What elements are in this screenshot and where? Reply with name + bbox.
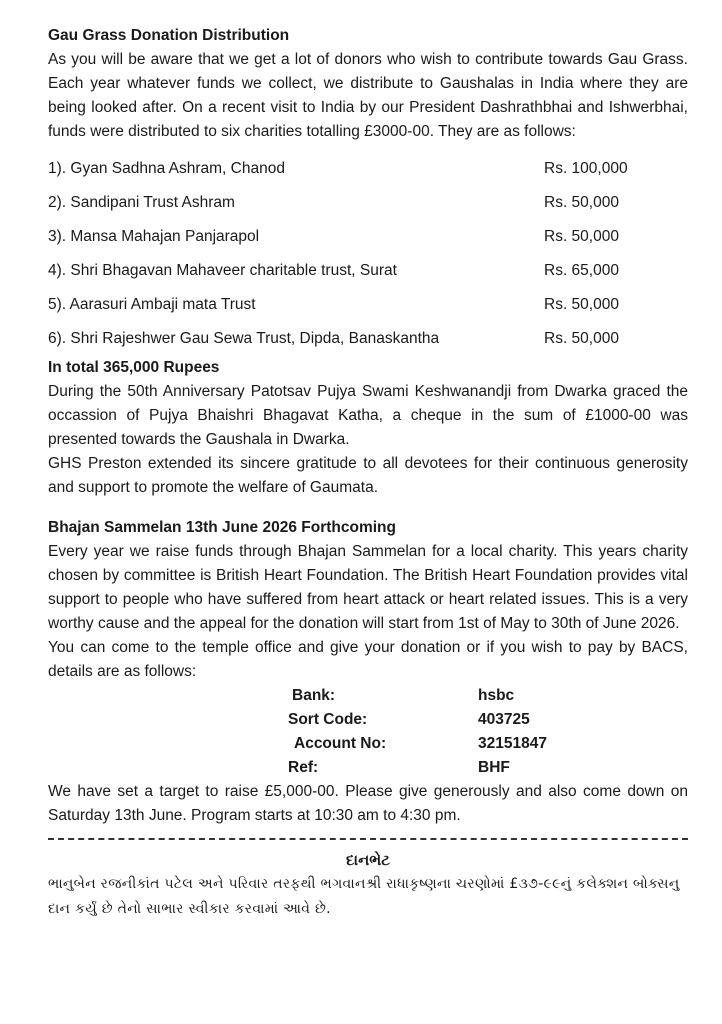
charity-amount: Rs. 100,000	[544, 160, 628, 177]
bank-detail-row	[292, 684, 688, 708]
bank-detail-value: 32151847	[478, 735, 547, 752]
list-item	[48, 254, 688, 288]
donation-note-title: દાનભેટ	[346, 852, 390, 869]
newsletter-page	[48, 24, 688, 922]
section-spacer	[48, 500, 688, 516]
gau-grass-intro: As you will be aware that we get a lot of donors who wish to contribute towards Gau Grass. Each year whatever funds we collect, we distribute to Gaushalas in India where they are being looked after. On a recent visit to India by our President Dashrathbhai and Ishwerbhai, funds were distributed to six charities totalling £3000-00. They are as follows:	[48, 51, 688, 140]
bank-detail-label: Ref:	[288, 759, 319, 776]
list-item	[48, 152, 688, 186]
charity-list	[48, 152, 688, 356]
anniversary-paragraph: During the 50th Anniversary Patotsav Pujya Swami Keshwanandji from Dwarka graced the occassion of Pujya Bhaishri Bhagavat Katha, a cheque in the sum of £1000-00 was presented towards the Gaushala in Dwarka.	[48, 383, 688, 448]
bank-detail-label: Sort Code:	[288, 711, 368, 728]
target-paragraph: We have set a target to raise £5,000-00. Please give generously and also come down on Saturday 13th June. Program starts at 10:30 am to 4:30 pm.	[48, 783, 688, 824]
gau-grass-heading: Gau Grass Donation Distribution	[48, 27, 290, 44]
bank-detail-label: Bank:	[292, 687, 336, 704]
gratitude-paragraph: GHS Preston extended its sincere gratitude to all devotees for their continuous generosity and support to promote the welfare of Gaumata.	[48, 455, 688, 496]
charity-name: 6). Shri Rajeshwer Gau Sewa Trust, Dipda, Banaskantha	[48, 330, 440, 347]
charity-name: 1). Gyan Sadhna Ashram, Chanod	[48, 160, 285, 177]
bhajan-body: Every year we raise funds through Bhajan Sammelan for a local charity. This years charity chosen by committee is British Heart Foundation. The British Heart Foundation provides vital support to people who have suffered from heart attack or heart related issues. This is a very worthy cause and the appeal for the donation will start from 1st of May to 30th of June 2026.	[48, 543, 688, 632]
bank-detail-row	[292, 732, 688, 756]
charity-amount: Rs. 50,000	[544, 330, 619, 347]
charity-name: 5). Aarasuri Ambaji mata Trust	[48, 296, 256, 313]
bank-detail-value: hsbc	[478, 687, 515, 704]
charity-name: 4). Shri Bhagavan Mahaveer charitable trust, Surat	[48, 262, 397, 279]
bank-detail-value: 403725	[478, 711, 530, 728]
bhajan-heading: Bhajan Sammelan 13th June 2026 Forthcoming	[48, 519, 396, 536]
list-item	[48, 322, 688, 356]
bank-detail-value: BHF	[478, 759, 510, 776]
bank-detail-label: Account No:	[294, 735, 387, 752]
charity-name: 2). Sandipani Trust Ashram	[48, 194, 235, 211]
dashed-divider	[48, 838, 688, 840]
charity-amount: Rs. 50,000	[544, 194, 619, 211]
donation-note-text: ભાનુબેન રજનીકાંત પટેલ અને પરિવાર તરફથી ભગવાનશ્રી રાધાકૃષ્ણના ચરણોમાં £૩૭-૯૯નું કલેક્શન બોક્સનુ દાન કર્યું છે તેનો સાભાર સ્વીકાર કરવામાં આવે છે.	[48, 876, 680, 917]
charity-amount: Rs. 50,000	[544, 228, 619, 245]
total-heading: In total 365,000 Rupees	[48, 359, 220, 376]
list-item	[48, 186, 688, 220]
list-item	[48, 288, 688, 322]
bank-detail-row	[288, 756, 688, 780]
payment-paragraph: You can come to the temple office and give your donation or if you wish to pay by BACS, details are as follows:	[48, 639, 688, 680]
charity-amount: Rs. 65,000	[544, 262, 619, 279]
list-item	[48, 220, 688, 254]
charity-amount: Rs. 50,000	[544, 296, 619, 313]
bank-detail-row	[288, 708, 688, 732]
bank-details	[288, 684, 688, 780]
charity-name: 3). Mansa Mahajan Panjarapol	[48, 228, 260, 245]
